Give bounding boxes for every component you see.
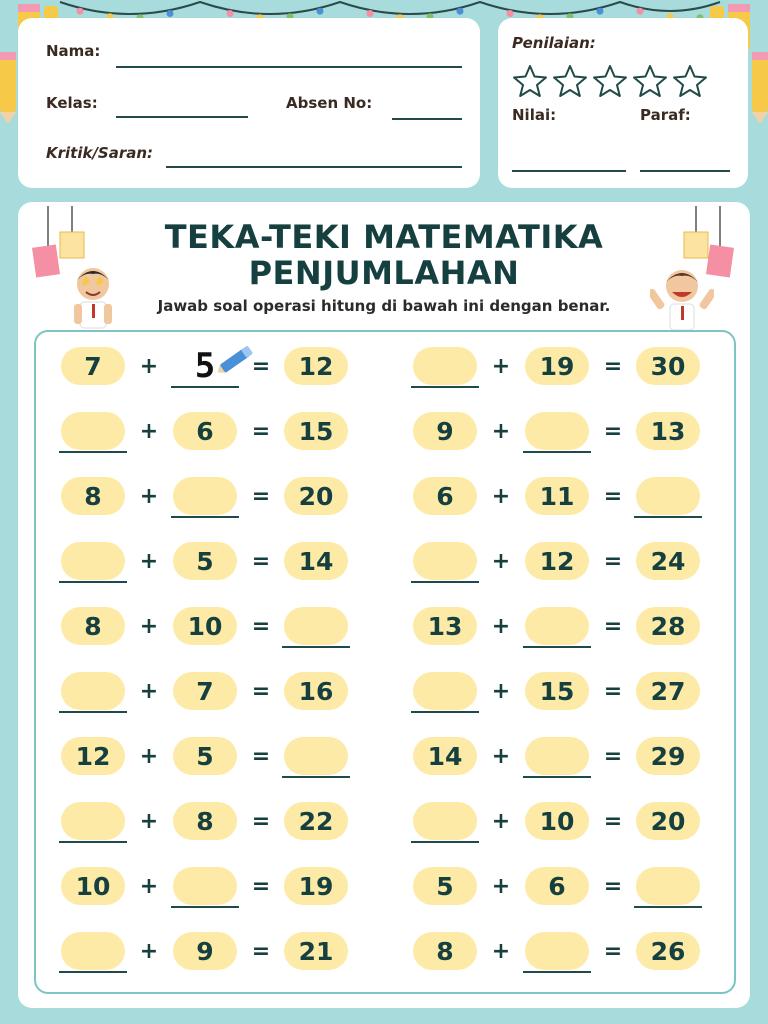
plus-sign: +	[491, 743, 511, 769]
equals-sign: =	[251, 418, 271, 444]
answer-blank[interactable]	[173, 477, 237, 515]
number-pill: 19	[525, 347, 589, 385]
number-pill: 16	[284, 672, 348, 710]
number-pill: 5	[173, 542, 237, 580]
plus-sign: +	[139, 613, 159, 639]
plus-sign: +	[491, 678, 511, 704]
equals-sign: =	[251, 613, 271, 639]
equals-sign: =	[251, 743, 271, 769]
equals-sign: =	[251, 808, 271, 834]
answer-blank[interactable]	[173, 867, 237, 905]
equals-sign: =	[251, 873, 271, 899]
critique-label: Kritik/Saran:	[46, 144, 154, 162]
star-icon[interactable]	[632, 64, 668, 98]
class-label: Kelas:	[46, 94, 98, 112]
bulb-icon	[637, 8, 644, 15]
critique-field[interactable]	[166, 166, 462, 168]
number-pill: 7	[61, 347, 125, 385]
number-pill: 19	[284, 867, 348, 905]
equals-sign: =	[251, 938, 271, 964]
plus-sign: +	[139, 418, 159, 444]
number-pill: 28	[636, 607, 700, 645]
number-pill: 9	[413, 412, 477, 450]
bulb-icon	[597, 8, 604, 15]
equals-sign: =	[603, 353, 623, 379]
plus-sign: +	[491, 613, 511, 639]
plus-sign: +	[491, 353, 511, 379]
score-field[interactable]	[512, 170, 626, 172]
plus-sign: +	[139, 678, 159, 704]
equals-sign: =	[251, 483, 271, 509]
number-pill: 6	[525, 867, 589, 905]
equals-sign: =	[603, 808, 623, 834]
number-pill: 8	[61, 477, 125, 515]
page-title-line1: TEKA-TEKI MATEMATIKA	[164, 218, 604, 256]
number-pill: 15	[525, 672, 589, 710]
star-icon[interactable]	[552, 64, 588, 98]
plus-sign: +	[491, 548, 511, 574]
star-icon[interactable]	[512, 64, 548, 98]
answer-blank[interactable]	[413, 802, 477, 840]
plus-sign: +	[139, 548, 159, 574]
star-icon[interactable]	[672, 64, 708, 98]
sign-label: Paraf:	[640, 106, 691, 124]
answer-blank[interactable]	[284, 607, 348, 645]
number-pill: 20	[284, 477, 348, 515]
sign-field[interactable]	[640, 170, 730, 172]
number-pill: 24	[636, 542, 700, 580]
equals-sign: =	[603, 548, 623, 574]
answer-blank[interactable]	[525, 607, 589, 645]
plus-sign: +	[139, 873, 159, 899]
number-pill: 5	[173, 737, 237, 775]
number-pill: 6	[173, 412, 237, 450]
answer-blank[interactable]	[525, 737, 589, 775]
number-pill: 9	[173, 932, 237, 970]
plus-sign: +	[491, 873, 511, 899]
answer-blank[interactable]	[61, 542, 125, 580]
number-pill: 10	[525, 802, 589, 840]
number-pill: 8	[173, 802, 237, 840]
number-pill: 26	[636, 932, 700, 970]
name-field[interactable]	[116, 66, 462, 68]
answer-blank[interactable]	[413, 542, 477, 580]
plus-sign: +	[491, 938, 511, 964]
pencil-icon	[214, 340, 260, 380]
absen-field[interactable]	[392, 118, 462, 120]
plus-sign: +	[139, 743, 159, 769]
answer-blank[interactable]	[413, 672, 477, 710]
number-pill: 7	[173, 672, 237, 710]
number-pill: 29	[636, 737, 700, 775]
number-pill: 6	[413, 477, 477, 515]
score-label: Nilai:	[512, 106, 557, 124]
number-pill: 20	[636, 802, 700, 840]
answer-blank[interactable]	[413, 347, 477, 385]
student-info-card	[18, 18, 480, 188]
answer-blank[interactable]	[61, 672, 125, 710]
plus-sign: +	[139, 938, 159, 964]
answer-blank[interactable]	[636, 477, 700, 515]
number-pill: 30	[636, 347, 700, 385]
plus-sign: +	[491, 483, 511, 509]
handwritten-answer: 5	[194, 346, 216, 386]
equals-sign: =	[603, 873, 623, 899]
equals-sign: =	[603, 418, 623, 444]
instruction-text: Jawab soal operasi hitung di bawah ini dengan benar.	[157, 297, 611, 315]
number-pill: 12	[61, 737, 125, 775]
absen-label: Absen No:	[286, 94, 373, 112]
equals-sign: =	[603, 678, 623, 704]
rating-label: Penilaian:	[512, 34, 596, 52]
page-title-line2: PENJUMLAHAN	[248, 254, 520, 292]
equals-sign: =	[603, 613, 623, 639]
grading-card	[498, 18, 748, 188]
number-pill: 14	[284, 542, 348, 580]
answer-blank[interactable]	[525, 412, 589, 450]
number-pill: 15	[284, 412, 348, 450]
number-pill: 12	[284, 347, 348, 385]
bulb-icon	[507, 10, 514, 17]
answer-blank[interactable]	[525, 932, 589, 970]
number-pill: 12	[525, 542, 589, 580]
plus-sign: +	[139, 483, 159, 509]
bulb-icon	[317, 8, 324, 15]
number-pill: 5	[413, 867, 477, 905]
number-pill: 10	[61, 867, 125, 905]
answer-blank[interactable]	[61, 412, 125, 450]
rating-stars[interactable]	[512, 64, 708, 98]
equals-sign: =	[251, 678, 271, 704]
equals-sign: =	[603, 743, 623, 769]
equals-sign: =	[251, 353, 271, 379]
number-pill: 27	[636, 672, 700, 710]
number-pill: 10	[173, 607, 237, 645]
number-pill: 13	[636, 412, 700, 450]
number-pill: 11	[525, 477, 589, 515]
number-pill: 8	[413, 932, 477, 970]
answer-blank[interactable]	[284, 737, 348, 775]
class-field[interactable]	[116, 116, 248, 118]
plus-sign: +	[491, 418, 511, 444]
number-pill: 21	[284, 932, 348, 970]
bulb-icon	[77, 8, 84, 15]
plus-sign: +	[139, 353, 159, 379]
number-pill: 8	[61, 607, 125, 645]
name-label: Nama:	[46, 42, 101, 60]
bulb-icon	[457, 8, 464, 15]
number-pill: 22	[284, 802, 348, 840]
number-pill: 13	[413, 607, 477, 645]
equals-sign: =	[251, 548, 271, 574]
plus-sign: +	[491, 808, 511, 834]
equals-sign: =	[603, 938, 623, 964]
answer-blank[interactable]	[61, 932, 125, 970]
equals-sign: =	[603, 483, 623, 509]
plus-sign: +	[139, 808, 159, 834]
bulb-icon	[167, 10, 174, 17]
number-pill: 14	[413, 737, 477, 775]
answer-blank[interactable]	[636, 867, 700, 905]
star-icon[interactable]	[592, 64, 628, 98]
bulb-icon	[367, 10, 374, 17]
answer-blank[interactable]	[61, 802, 125, 840]
bulb-icon	[227, 10, 234, 17]
